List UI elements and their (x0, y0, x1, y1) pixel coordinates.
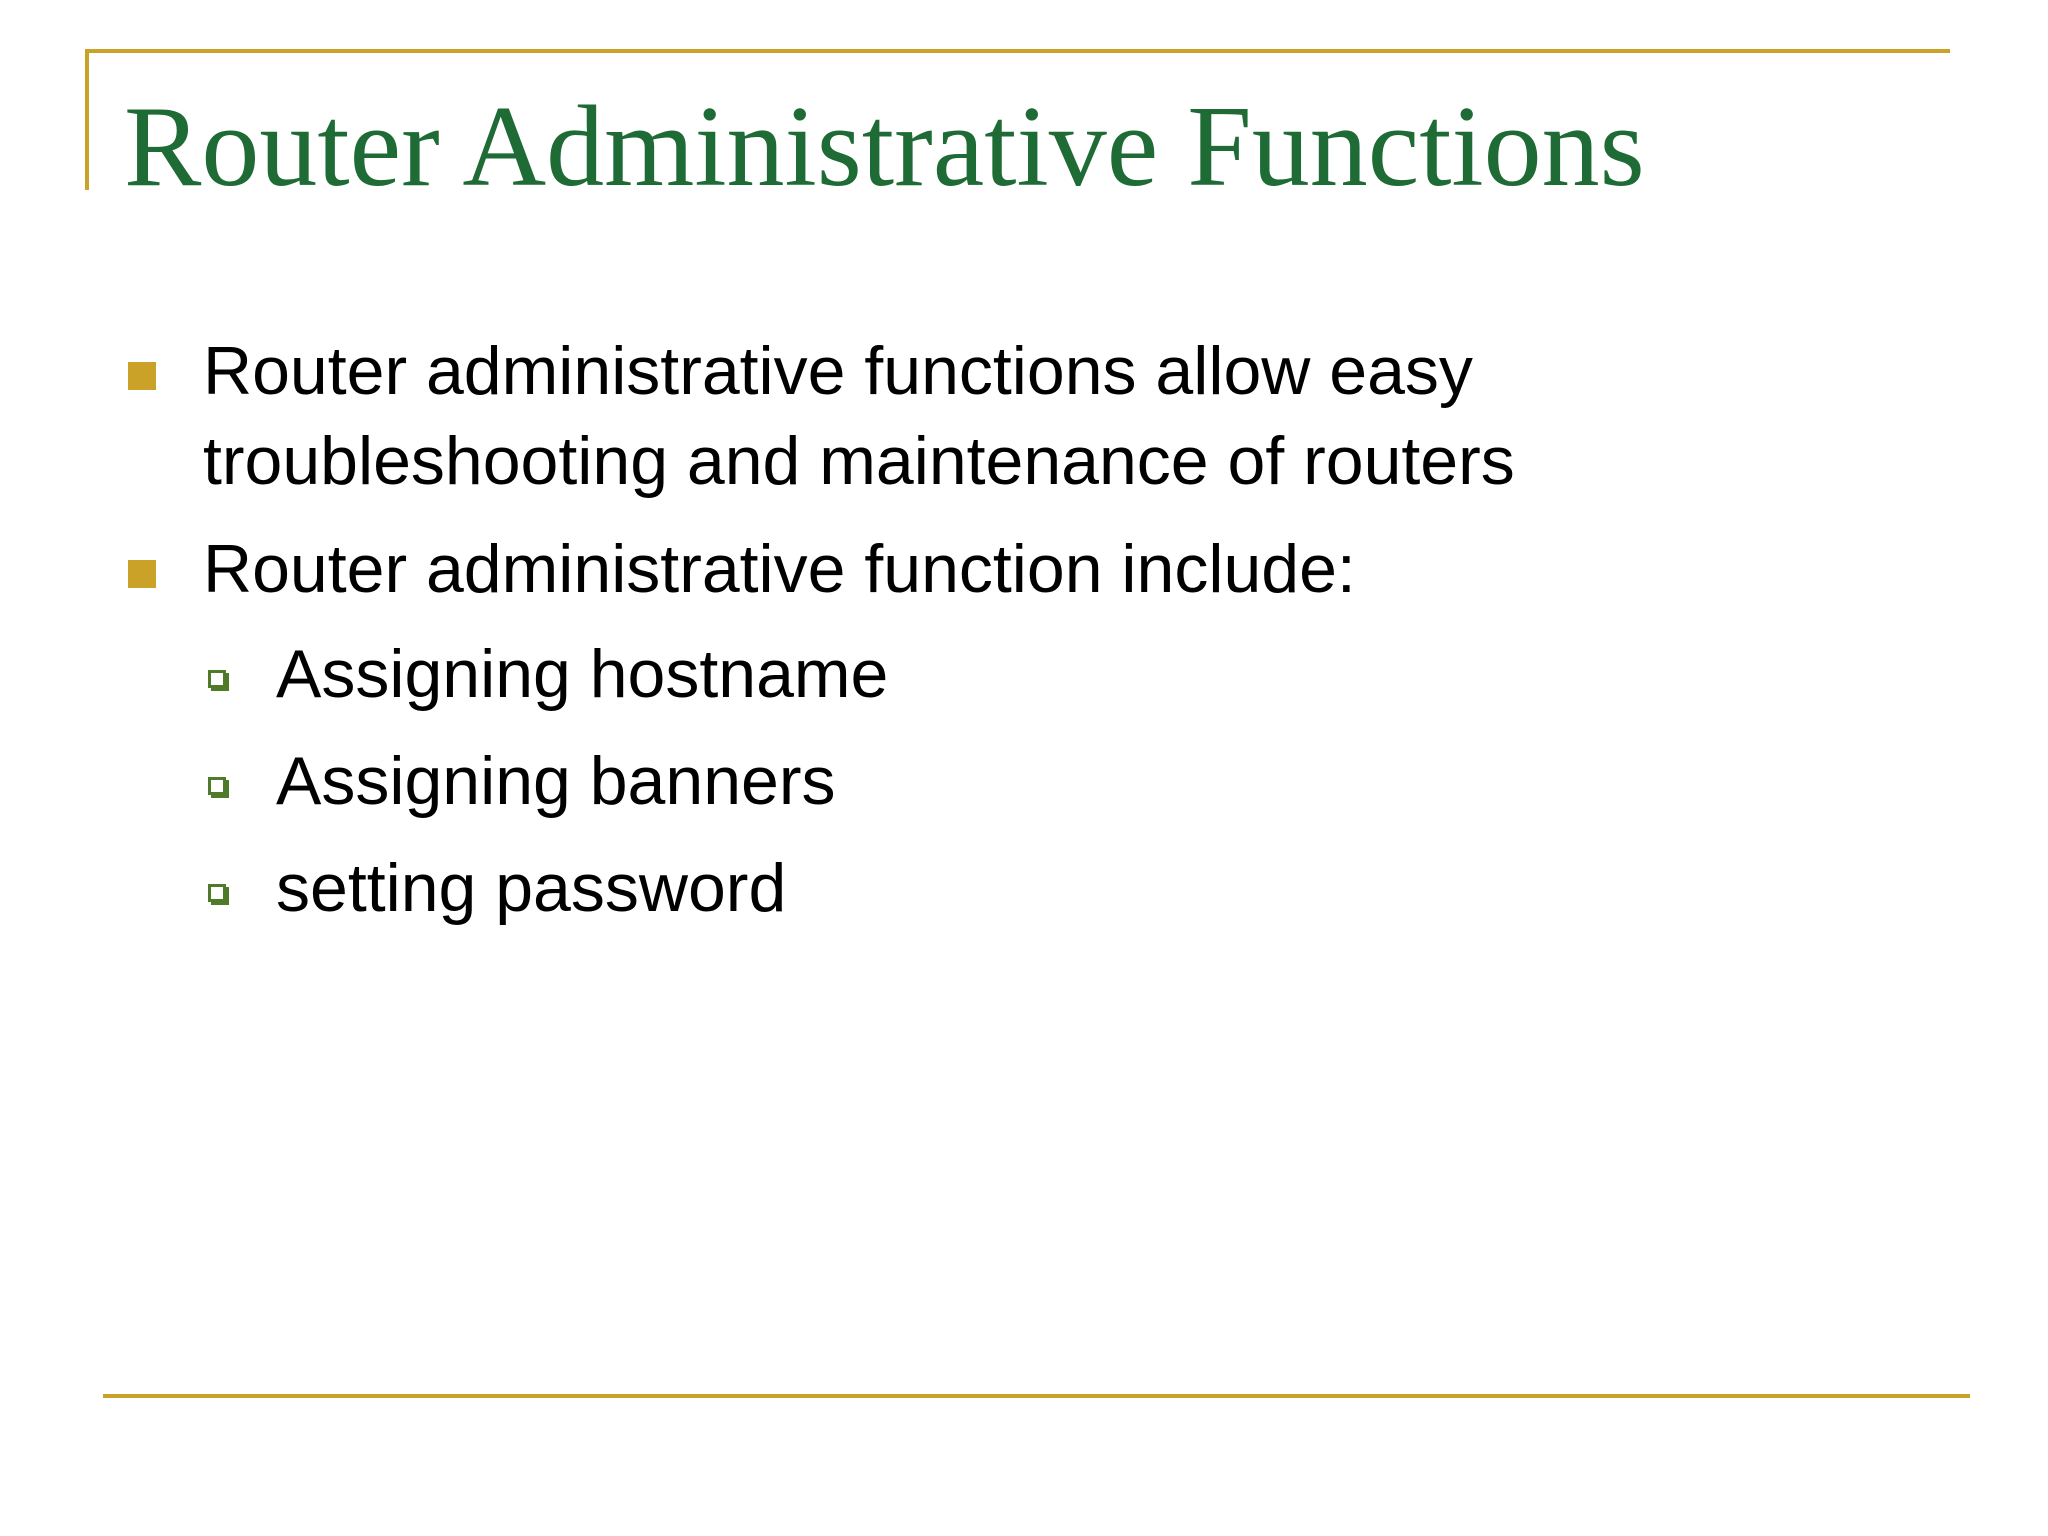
sub-bullet-item (276, 843, 786, 933)
left-border-line (85, 49, 89, 190)
sub-bullet-text: setting password (276, 850, 787, 926)
sub-bullet-item (276, 629, 888, 719)
bullet-text-line: Router administrative function include: (203, 531, 1356, 607)
square-bullet-icon (128, 362, 156, 390)
top-border-line (85, 49, 1950, 53)
slide-title: Router Administrative Functions (124, 83, 1645, 211)
sub-bullet-text: Assigning hostname (276, 636, 889, 712)
square-bullet-icon (128, 560, 156, 588)
checkbox-bullet-icon (208, 777, 226, 795)
checkbox-bullet-icon (208, 670, 226, 688)
checkbox-bullet-icon (208, 884, 226, 902)
bullet-text-line: troubleshooting and maintenance of routers (203, 423, 1515, 499)
sub-bullet-item (276, 736, 835, 826)
bullet-item (203, 326, 1515, 506)
bullet-text-line: Router administrative functions allow easy (203, 333, 1473, 409)
bullet-item (203, 524, 1356, 614)
bottom-border-line (103, 1394, 1970, 1398)
sub-bullet-text: Assigning banners (276, 743, 836, 819)
